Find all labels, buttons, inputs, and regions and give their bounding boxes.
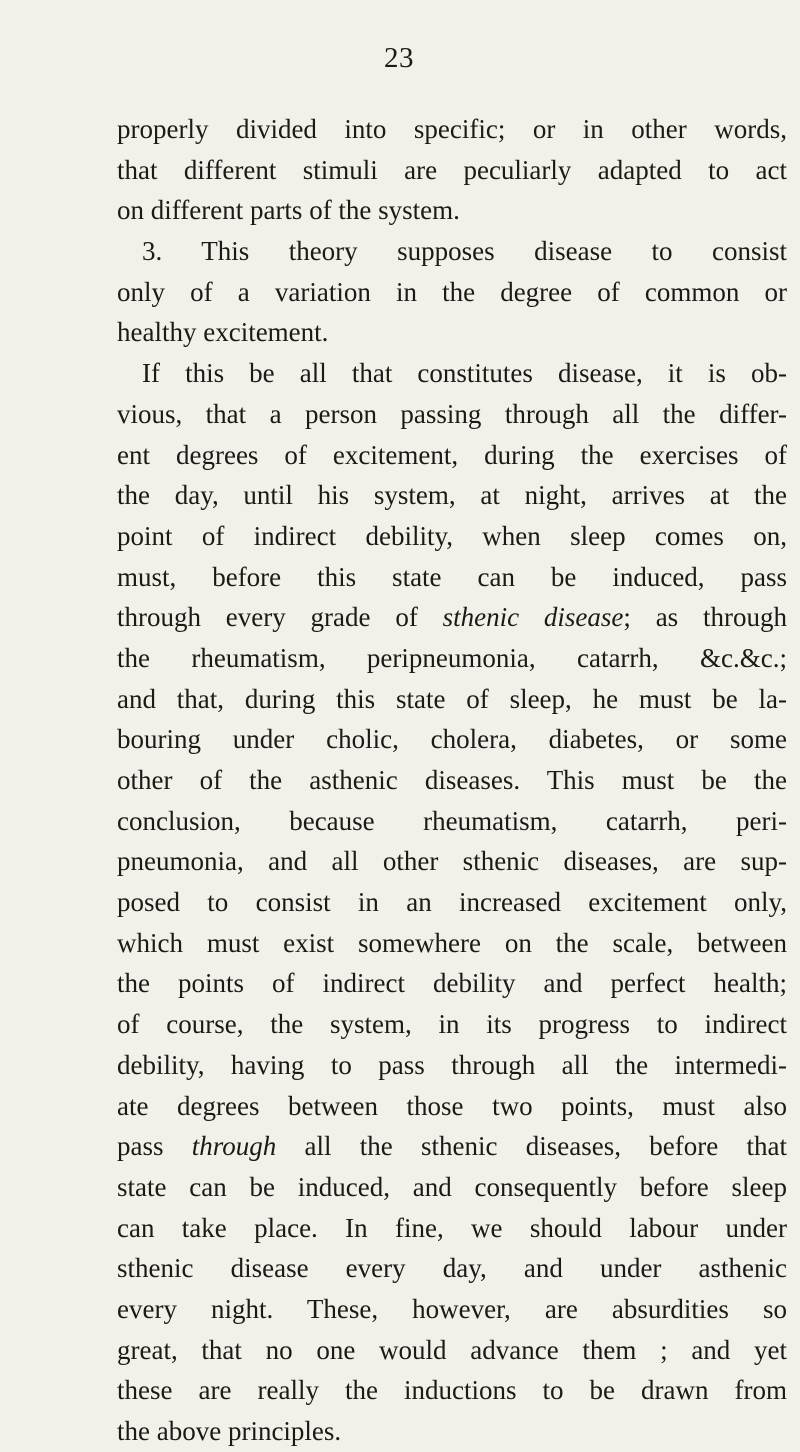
text-line: state can be induced, and consequently before sleep [117, 1171, 787, 1202]
text-line: debility, having to pass through all the intermedi- [117, 1049, 787, 1080]
text-line: on different parts of the system. [117, 195, 460, 226]
text-line: which must exist somewhere on the scale, between [117, 927, 787, 958]
text-line: sthenic disease every day, and under asthenic [117, 1253, 787, 1284]
text-line: the rheumatism, peripneumonia, catarrh, &c.&c.; [117, 642, 787, 673]
text-line: ent degrees of excitement, during the exercises of [117, 439, 787, 470]
text-line: great, that no one would advance them ; and yet [117, 1334, 787, 1365]
page-number: 23 [384, 42, 414, 74]
text-line: bouring under cholic, cholera, diabetes, or some [117, 724, 787, 755]
text-line: these are really the inductions to be drawn from [117, 1375, 787, 1406]
text-line: every night. These, however, are absurdities so [117, 1293, 787, 1324]
text-line: the above principles. [117, 1416, 342, 1446]
text-line: other of the asthenic diseases. This must be the [117, 765, 787, 795]
text-line: through every grade of sthenic disease; as through [117, 602, 787, 633]
text-line: ate degrees between those two points, must also [117, 1090, 787, 1121]
italic-term: sthenic disease [442, 602, 624, 633]
text-line: healthy excitement. [117, 317, 329, 348]
text-line: can take place. In fine, we should labour under [117, 1212, 787, 1243]
text-line: posed to consist in an increased excitement only, [117, 887, 787, 918]
text-line: of course, the system, in its progress to indirect [117, 1009, 787, 1040]
body-text [117, 109, 787, 1452]
text-line: the day, until his system, at night, arrives at the [117, 480, 787, 511]
text-line: If this be all that constitutes disease, it is ob- [142, 358, 787, 389]
text-line: point of indirect debility, when sleep comes on, [117, 520, 787, 551]
text-line: the points of indirect debility and perfect health; [117, 968, 787, 999]
text-line: pneumonia, and all other sthenic diseases, are sup- [117, 846, 787, 877]
text-line: vious, that a person passing through all the differ- [117, 398, 787, 429]
text-line: must, before this state can be induced, pass [117, 561, 787, 592]
text-line: 3. This theory supposes disease to consist [142, 236, 787, 267]
text-line: pass through all the sthenic diseases, before that [117, 1131, 787, 1162]
text-line: that different stimuli are peculiarly adapted to act [117, 154, 787, 185]
text-line: and that, during this state of sleep, he must be la- [117, 683, 787, 714]
text-line: only of a variation in the degree of common or [117, 276, 787, 307]
text-line: conclusion, because rheumatism, catarrh, peri- [117, 805, 787, 836]
text-line: properly divided into specific; or in other words, [117, 114, 787, 144]
italic-term: through [191, 1131, 277, 1162]
